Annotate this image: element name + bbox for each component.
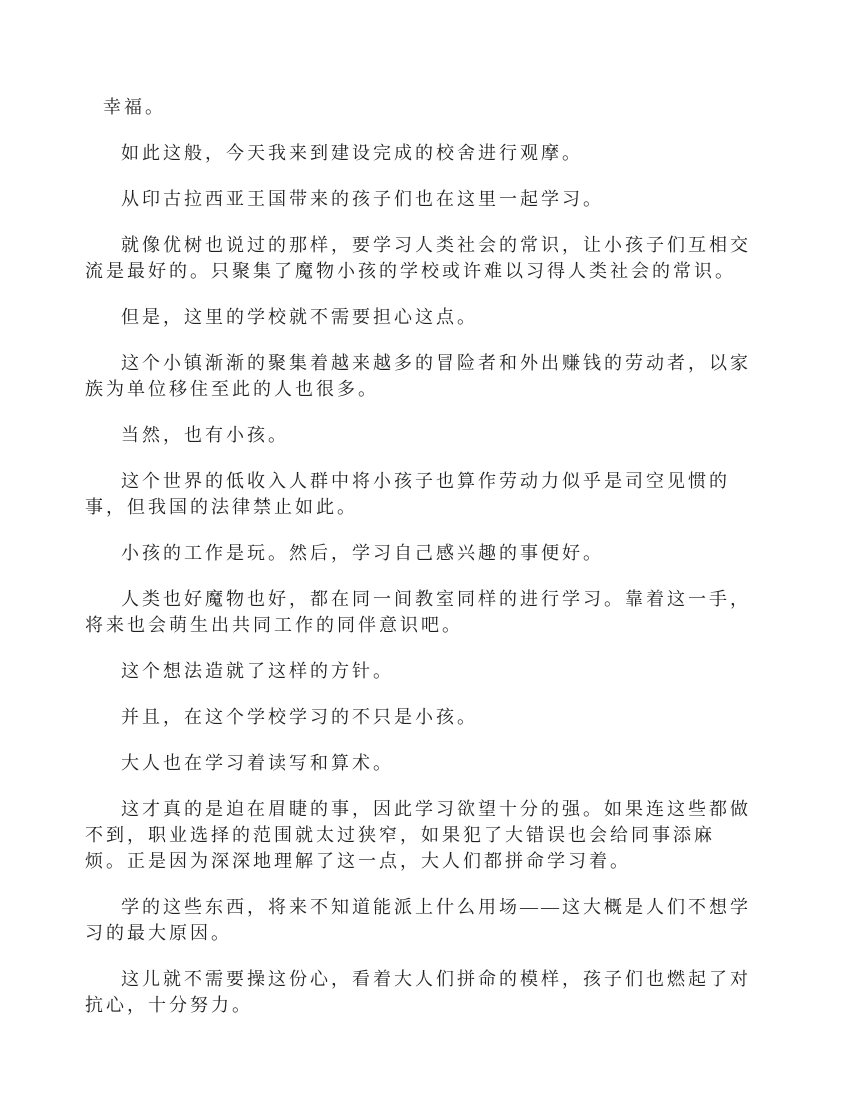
text-line: 大人也在学习着读写和算术。 bbox=[121, 753, 394, 773]
paragraph bbox=[85, 586, 780, 638]
paragraph bbox=[85, 468, 780, 520]
text-line: 事，但我国的法律禁止如此。 bbox=[85, 497, 358, 517]
text-line: 小孩的工作是玩。然后，学习自己感兴趣的事便好。 bbox=[121, 543, 604, 563]
paragraph bbox=[85, 422, 780, 448]
text-line: 抗心，十分努力。 bbox=[85, 995, 253, 1015]
paragraph bbox=[85, 750, 780, 776]
text-line: 如此这般，今天我来到建设完成的校舍进行观摩。 bbox=[121, 143, 583, 163]
text-line: 这才真的是迫在眉睫的事，因此学习欲望十分的强。如果连这些都做 bbox=[121, 799, 751, 819]
text-line: 这个想法造就了这样的方针。 bbox=[121, 661, 394, 681]
paragraph bbox=[85, 658, 780, 684]
text-line: 这个小镇渐渐的聚集着越来越多的冒险者和外出赚钱的劳动者，以家 bbox=[121, 353, 751, 373]
paragraph bbox=[85, 796, 780, 874]
paragraph bbox=[85, 704, 780, 730]
text-line: 这儿就不需要操这份心，看着大人们拼命的模样，孩子们也燃起了对 bbox=[121, 969, 751, 989]
text-content bbox=[85, 94, 780, 1038]
text-line: 但是，这里的学校就不需要担心这点。 bbox=[121, 307, 478, 327]
text-line: 烦。正是因为深深地理解了这一点，大人们都拼命学习着。 bbox=[85, 851, 631, 871]
paragraph bbox=[85, 350, 780, 402]
paragraph bbox=[85, 232, 780, 284]
text-line: 人类也好魔物也好，都在同一间教室同样的进行学习。靠着这一手， bbox=[121, 589, 751, 609]
text-line: 当然，也有小孩。 bbox=[121, 425, 289, 445]
text-line: 流是最好的。只聚集了魔物小孩的学校或许难以习得人类社会的常识。 bbox=[85, 261, 736, 281]
paragraph bbox=[85, 186, 780, 212]
text-line: 族为单位移住至此的人也很多。 bbox=[85, 379, 379, 399]
text-line: 并且，在这个学校学习的不只是小孩。 bbox=[121, 707, 478, 727]
text-line: 习的最大原因。 bbox=[85, 923, 232, 943]
text-line: 将来也会萌生出共同工作的同伴意识吧。 bbox=[85, 615, 463, 635]
paragraph bbox=[85, 966, 780, 1018]
paragraph bbox=[85, 140, 780, 166]
text-line: 从印古拉西亚王国带来的孩子们也在这里一起学习。 bbox=[121, 189, 604, 209]
text-line: 就像优树也说过的那样，要学习人类社会的常识，让小孩子们互相交 bbox=[121, 235, 751, 255]
text-line: 不到，职业选择的范围就太过狭窄，如果犯了大错误也会给同事添麻 bbox=[85, 825, 715, 845]
paragraph bbox=[85, 894, 780, 946]
text-line: 学的这些东西，将来不知道能派上什么用场——这大概是人们不想学 bbox=[121, 897, 751, 917]
text-line: 这个世界的低收入人群中将小孩子也算作劳动力似乎是司空见惯的 bbox=[121, 471, 730, 491]
text-line: 幸福。 bbox=[103, 97, 166, 117]
paragraph bbox=[85, 304, 780, 330]
paragraph bbox=[85, 94, 780, 120]
paragraph bbox=[85, 540, 780, 566]
